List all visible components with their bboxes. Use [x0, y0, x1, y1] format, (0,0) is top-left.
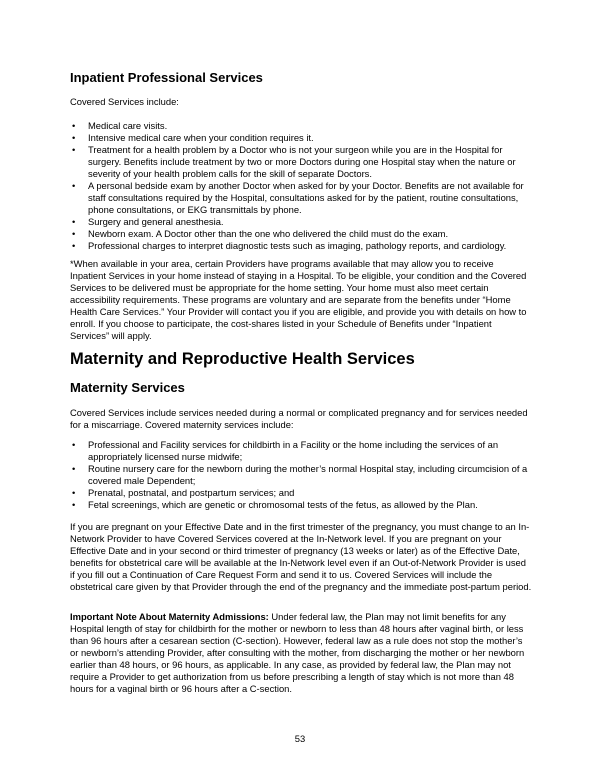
list-item: • A personal bedside exam by another Doctor when asked for by your Doctor. Benefits are not available for staff consultations required by the Hospital, consultations asked for by the patient, routine consultations, phone consultations, or EKG transmittals by phone.: [70, 180, 532, 216]
page-number: 53: [294, 733, 306, 744]
list-item: • Professional and Facility services for childbirth in a Facility or the home including the services of an appropriately licensed nurse midwife;: [70, 439, 532, 463]
maternity-intro: Covered Services include services needed during a normal or complicated pregnancy and for services needed for a miscarriage. Covered maternity services include:: [70, 407, 528, 430]
important-note-text: Under federal law, the Plan may not limit benefits for any Hospital length of stay for childbirth for the mother or newborn to less than 48 hours after vaginal birth, or less than 96 hours after a cesarean section (C-section). However, federal law as a rule does not stop the mother’s or newborn’s attending Provider, after consulting with the mother, from discharging the mother or her newborn earlier than 48 hours, or 96 hours, as applicable. In any case, as provided by federal law, the Plan may not require a Provider to get authorization from us before prescribing a length of stay which is not more than 48 hours for a vaginal birth or 96 hours after a C-section.: [70, 611, 525, 694]
list-item: • Prenatal, postnatal, and postpartum services; and: [70, 487, 532, 499]
pregnant-effective-date-paragraph: If you are pregnant on your Effective Date and in the first trimester of the pregnancy, you must change to an In-Network Provider to have Covered Services covered at the In-Network level. If you are pregnant on your Effective Date and in your second or third trimester of pregnancy (13 weeks or later) as of the Effective Date, benefits for obstetrical care will be available at the In-Network level even if an Out-of-Network Provider is used if you fill out a Continuation of Care Request Form and send it to us. Covered Services will include the obstetrical care given by that Provider through the end of the pregnancy and the immediate post-partum period.: [70, 521, 532, 592]
important-note-label: Important Note About Maternity Admissions:: [70, 611, 269, 622]
list-item: • Fetal screenings, which are genetic or chromosomal tests of the fetus, as allowed by the Plan.: [70, 499, 532, 511]
list-item: • Intensive medical care when your condition requires it.: [70, 132, 532, 144]
inpatient-heading: Inpatient Professional Services: [70, 70, 263, 85]
list-item: • Medical care visits.: [70, 120, 532, 132]
list-item: • Treatment for a health problem by a Doctor who is not your surgeon while you are in the Hospital for surgery. Benefits include treatment by two or more Doctors during one Hospital stay when the nature or severity of your health problem calls for the skill of separate Doctors.: [70, 144, 532, 180]
important-note-paragraph: [70, 611, 532, 695]
list-item: • Newborn exam. A Doctor other than the one who delivered the child must do the exam.: [70, 228, 532, 240]
maternity-bullet-list: [70, 439, 532, 511]
maternity-reproductive-heading: Maternity and Reproductive Health Services: [70, 350, 415, 368]
home-inpatient-note: *When available in your area, certain Providers have programs available that may allow you to receive Inpatient Services in your home instead of staying in a Hospital. To be eligible, your condition and the Covered Services to be delivered must be appropriate for the home setting. Your home must also meet certain accessibility requirements. These programs are voluntary and are separate from the benefits under “Home Health Care Services.” Your Provider will contact you if you are eligible, and provide you with details on how to enroll. If you choose to participate, the cost-shares listed in your Schedule of Benefits under “Inpatient Services” will apply.: [70, 258, 527, 341]
maternity-services-heading: Maternity Services: [70, 380, 185, 395]
list-item: • Routine nursery care for the newborn during the mother’s normal Hospital stay, including circumcision of a covered male Dependent;: [70, 463, 532, 487]
list-item: • Surgery and general anesthesia.: [70, 216, 532, 228]
inpatient-bullet-list: [70, 120, 532, 252]
list-item: • Professional charges to interpret diagnostic tests such as imaging, pathology reports, and cardiology.: [70, 240, 532, 252]
inpatient-intro: Covered Services include:: [70, 96, 179, 107]
